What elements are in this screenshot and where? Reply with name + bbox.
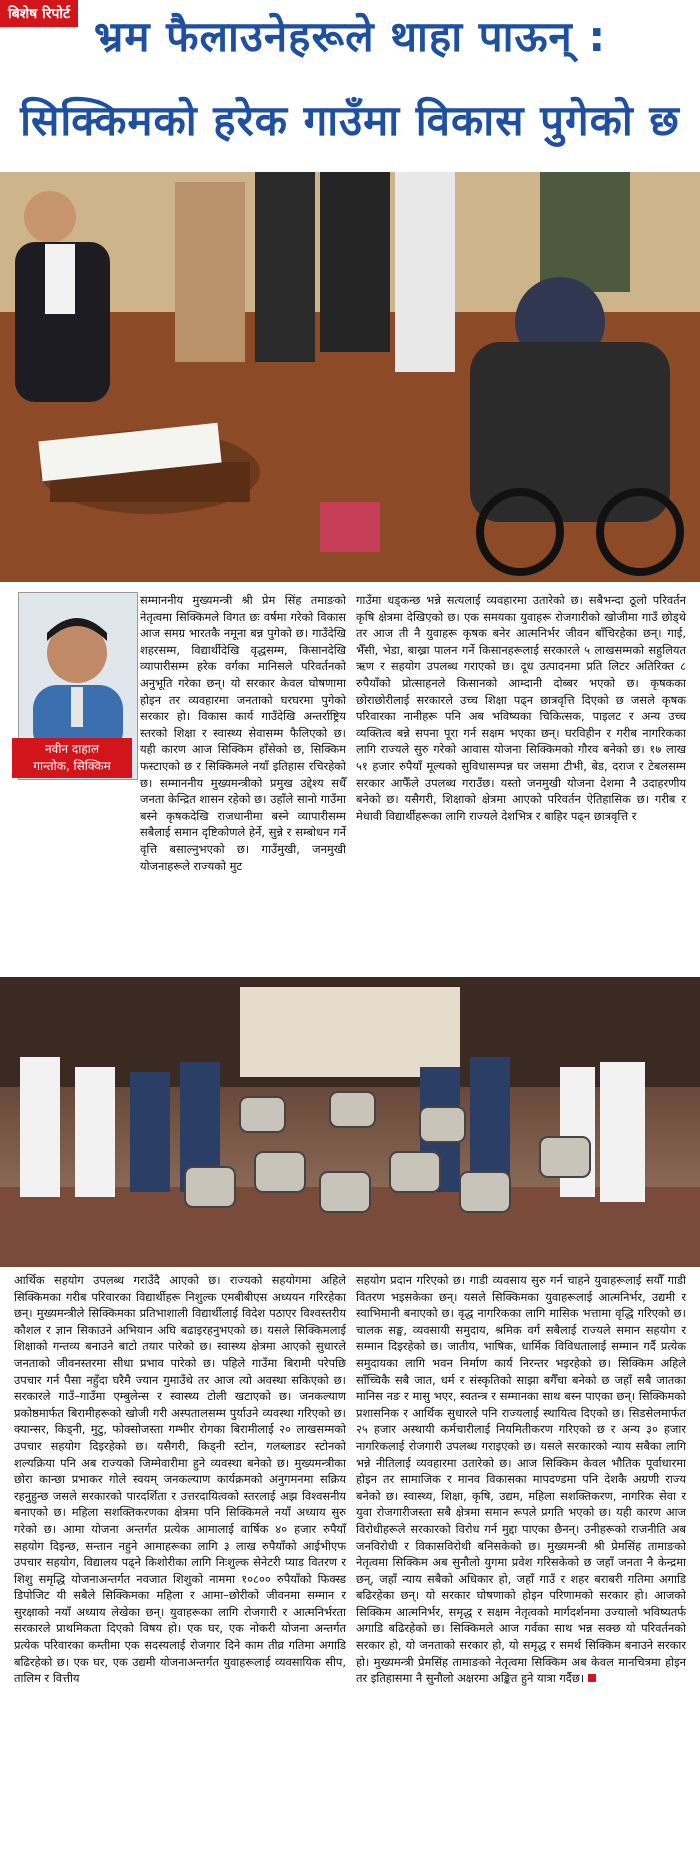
article-col-1-bottom (14, 1272, 346, 1687)
group-photo-illustration (0, 977, 700, 1267)
author-caption (12, 738, 132, 778)
article-text: गाउँमा धड्कन्छ भन्ने सत्यलाई व्यवहारमा उतारेको छ। सबैभन्दा ठूलो परिवर्तन कृषि क्षेत्रमा देखिएको छ। एक समयका युवाहरू रोजगारीको खोजीमा गाउँ छोड्थे तर आज ती नै युवाहरू कृषक बनेर आत्मनिर्भर जीवन बाँचिरहेका छन्। गाई, भैँसी, भेडा, बाख्रा पालन गर्ने किसानहरूलाई सरकारले ५ लाखसम्मको सहुलियत ऋण र सहयोग उपलब्ध गराएको छ। दूध उत्पादनमा प्रति लिटर अतिरिक्त ८ रुपैयाँको प्रोत्साहनले किसानको आम्दानी दोब्बर भएको छ। कृषकका छोराछोरीलाई सरकारले उच्च शिक्षा पढ्न छात्रवृत्ति दिएको छ जसले कृषक परिवारका नानीहरू पनि अब भविष्यका चिकित्सक, पाइलट र अन्य उच्च व्यक्तित्व बन्ने सपना पूरा गर्न सक्षम भएका छन्। घरविहीन र गरीब नागरिकका लागि राज्यले सुरु गरेको आवास योजना सिक्किमको गौरव बनेको छ। १७ लाख ५१ हजार रुपैयाँ मूल्यको सुविधासम्पन्न घर जसमा टीभी, बेड, दराज र टेबलसम्म सरकार आफैँले उपलब्ध गराउँछ। यस्तो जनमुखी योजना देशमा नै उदाहरणीय बनेको छ। यसैगरी, शिक्षाको क्षेत्रमा आएको परिवर्तन ऐतिहासिक छ। गरीब र मेधावी विद्यार्थीहरूका लागि राज्यले देशभित्र र बाहिर पढ्न छात्रवृत्ति र (356, 593, 686, 823)
article-text: आर्थिक सहयोग उपलब्ध गराउँदै आएको छ। राज्यको सहयोगमा अहिले सिक्किमका गरीब परिवारका विद्यार्थीहरू निशुल्क एमबीबीएस अध्ययन गरिरहेका छन्। मुख्यमन्त्रीले सिक्किमका प्रतिभाशाली विद्यार्थीलाई विदेश पठाएर विश्वस्तरीय कौशल र ज्ञान सिकाउने अभियान अघि बढाइरहनुभएको छ। यसले सिक्किमलाई शिक्षाको गन्तव्य बनाउने बाटो तयार पारेको छ। स्वास्थ्य क्षेत्रमा आएको सुधारले जनताको जीवनस्तरमा सीधा प्रभाव पारेको छ। पहिले गाउँमा बिरामी परेपछि उपचार गर्न पैसा नहुँदा घरैमै ज्यान गुमाउँथे तर आज त्यो अवस्था सकिएको छ। सरकारले गाउँ–गाउँमा एम्बुलेन्स र स्वास्थ्य टोली खटाएको छ। जनकल्याण प्रकोष्ठमार्फत बिरामीहरूको खोजी गरी अस्पतालसम्म पुर्याउने व्यवस्था गरिएको छ। क्यान्सर, किड्नी, मुटु, फोक्सोजस्ता गम्भीर रोगका बिरामीलाई २० लाखसम्मको उपचार सहयोग दिइरहेको छ। यसैगरी, किड्नी स्टोन, गलब्लाडर स्टोनको शल्यक्रिया पनि अब राज्यको जिम्मेवारीमा हुने व्यवस्था बनेको छ। मुख्यमन्त्रीका छोरा कान्छा प्रभाकर गोले स्वयम् जनकल्याण कार्यक्रमको अनुगमनमा सक्रिय रहनुहुन्छ जसले सरकारको पारदर्शिता र उत्तरदायित्वको स्तरलाई अझ विश्वसनीय बनाएको छ। महिला सशक्तिकरणका क्षेत्रमा पनि सिक्किमले नयाँ अध्याय सुरु गरेको छ। आमा योजना अन्तर्गत प्रत्येक आमालाई वार्षिक ४० हजार रुपैयाँ सहयोग दिइन्छ, सन्तान नहुने आमाहरूका लागि ३ लाख रुपैयाँको आईभीएफ उपचार सहयोग, विद्यालय पढ्ने किशोरीका लागि निःशुल्क सेनेटरी प्याड वितरण र शिशु समृद्धि योजनाअन्तर्गत नवजात शिशुको नाममा १०८०० रुपैयाँको फिक्स्ड डिपोजिट यी सबैले सिक्किमका महिला र आमा–छोरीको जीवनमा सम्मान र सुरक्षाको नयाँ अध्याय लेखेका छन्। युवाहरूका लागि रोजगारी र आत्मनिर्भरता सरकारले प्राथमिकता दिएको विषय हो। एक घर, एक नोकरी योजना अन्तर्गत प्रत्येक परिवारका कम्तीमा एक सदस्यलाई रोजगार दिने काम तीव्र गतिमा अगाडि बढिरहेको छ। एक घर, एक उद्यमी योजनाअन्तर्गत युवाहरूलाई व्यवसायिक सीप, तालिम र वित्तीय (14, 1273, 346, 1686)
article-col-2-bottom (356, 1272, 686, 1687)
headline-line-1: भ्रम फैलाउनेहरूले थाहा पाऊन् : (93, 12, 607, 61)
article-col-1-top (140, 592, 346, 874)
special-report-badge: बिशेष रिपोर्ट (0, 0, 78, 27)
article-col-2-top (356, 592, 686, 824)
article-text-final: सहयोग प्रदान गरिएको छ। गाडी व्यवसाय सुरु गर्न चाहने युवाहरूलाई सयौँ गाडी वितरण भइसकेका छन्। यसले सिक्किमका युवाहरूलाई आत्मनिर्भर, उद्यमी र स्वाभिमानी बनाएको छ। वृद्ध नागरिकका लागि मासिक भत्तामा वृद्धि गरिएको छ। चालक सङ्घ, व्यवसायी समुदाय, श्रमिक वर्ग सबैलाई राज्यले समान सहयोग र सम्मान दिइरहेको छ। जातीय, भाषिक, धार्मिक विविधतालाई सम्मान गर्दै प्रत्येक समुदायका लागि भवन निर्माण कार्य निरन्तर भइरहेको छ। सिक्किम अहिले साँच्चिकै सबै जात, धर्म र संस्कृतिको साझा बगैँचा बनेको छ जहाँ सबै जातका मानिस नङ र मासु भएर, स्वतन्त्र र सम्मानका साथ बस्न पाएका छन्। सिक्किमको प्रशासनिक र आर्थिक सुधारले पनि राज्यलाई स्थायित्व दिएको छ। सिडसेलमार्फत २५ हजार अस्थायी कर्मचारीलाई नियमितीकरण गरिएको छ र अन्य ३० हजार नागरिकलाई रोजगारी उपलब्ध गराइएको छ। यसले सरकारको न्याय सबैका लागि भन्ने नीतिलाई व्यवहारमा उतारेको छ। आज सिक्किम केवल भौतिक पूर्वाधारमा होइन तर सामाजिक र मानव विकासका मापदण्डमा पनि देशकै अग्रणी राज्य बनेको छ। स्वास्थ्य, शिक्षा, कृषि, उद्यम, महिला सशक्तिकरण, नागरिक सेवा र युवा रोजगारीजस्ता सबै क्षेत्रमा समान रूपले प्रगति भएको छ। यही कारण आज विरोधीहरूले सरकारको विरोध गर्न मुद्दा पाएका छैनन्। उनीहरूको राजनीति अब जनविरोधी र विकासविरोधी बनिसकेको छ। मुख्यमन्त्री श्री प्रेमसिंह तामाङको नेतृत्वमा सिक्किम अब सुनौलो युगमा प्रवेश गरिसकेको छ जहाँ जनता नै केन्द्रमा छन्, जहाँ न्याय सबैको अधिकार हो, जहाँ गाउँ र शहर बराबरी गतिमा अगाडि बढिरहेका छन्। यो सरकार घोषणाको होइन परिणामको सरकार हो। आजको सिक्किम आत्मनिर्भर, समृद्ध र सक्षम नेतृत्वको मार्गदर्शनमा उज्यालो भविष्यतर्फ अगाडि बढिरहेको छ। सिक्किमले आज गर्वका साथ भन्न सक्छ यो परिवर्तनको सरकार हो, यो जनताको सरकार हो, यो समृद्ध र समर्थ सिक्किम बनाउने सरकार हो। मुख्यमन्त्री प्रेमसिंह तामाङको नेतृत्वमा सिक्किम अब केवल मानचित्रमा होइन तर इतिहासमा नै सुनौलो अक्षरमा अङ्कित हुने यात्रा गर्दैछ। (356, 1273, 686, 1686)
author-name: नवीन दाहाल (44, 742, 99, 756)
end-mark (588, 1674, 596, 1682)
group-photo (0, 977, 700, 1267)
headline-line-2: सिक्किमको हरेक गाउँमा विकास पुगेको छ (20, 96, 680, 145)
article-text (356, 1272, 686, 1687)
article-text: सम्माननीय मुख्यमन्त्री श्री प्रेम सिंह तमाङको नेतृत्वमा सिक्किमले विगत छः वर्षमा गरेको विकास आज समग्र भारतकै नमूना बन्न पुगेको छ। गाउँदेखि शहरसम्म, विद्यार्थीदेखि वृद्धसम्म, किसानदेखि व्यापारीसम्म हरेक वर्गका मानिसले परिवर्तनको अनुभूति गरेका छन्। यो सरकार केवल घोषणामा होइन तर व्यवहारमा जनताको घरघरमा पुगेको सरकार हो। विकास कार्य गाउँदेखि अन्तर्राष्ट्रिय स्तरको शिक्षा र स्वास्थ्य सेवासम्म फैलिएको छ। यही कारण आज सिक्किम हाँसेको छ, सिक्किम फस्टाएको छ र सिक्किमले नयाँ इतिहास रचिरहेको छ। सम्माननीय मुख्यमन्त्रीको प्रमुख उद्देश्य सधैँ जनता केन्द्रित शासन रहेको छ। उहाँले सानो गाउँमा बस्ने कृषकदेखि राजधानीमा बस्ने व्यापारीसम्म सबैलाई समान दृष्टिकोणले हेर्ने, सुन्ने र सम्बोधन गर्ने वृत्ति बसाल्नुभएको छ। गाउँमुखी, जनमुखी योजनाहरूले राज्यको मुट (140, 593, 346, 873)
author-location: गान्तोक, सिक्किम (33, 759, 111, 773)
top-photo-illustration (0, 172, 700, 582)
top-photo (0, 172, 700, 582)
